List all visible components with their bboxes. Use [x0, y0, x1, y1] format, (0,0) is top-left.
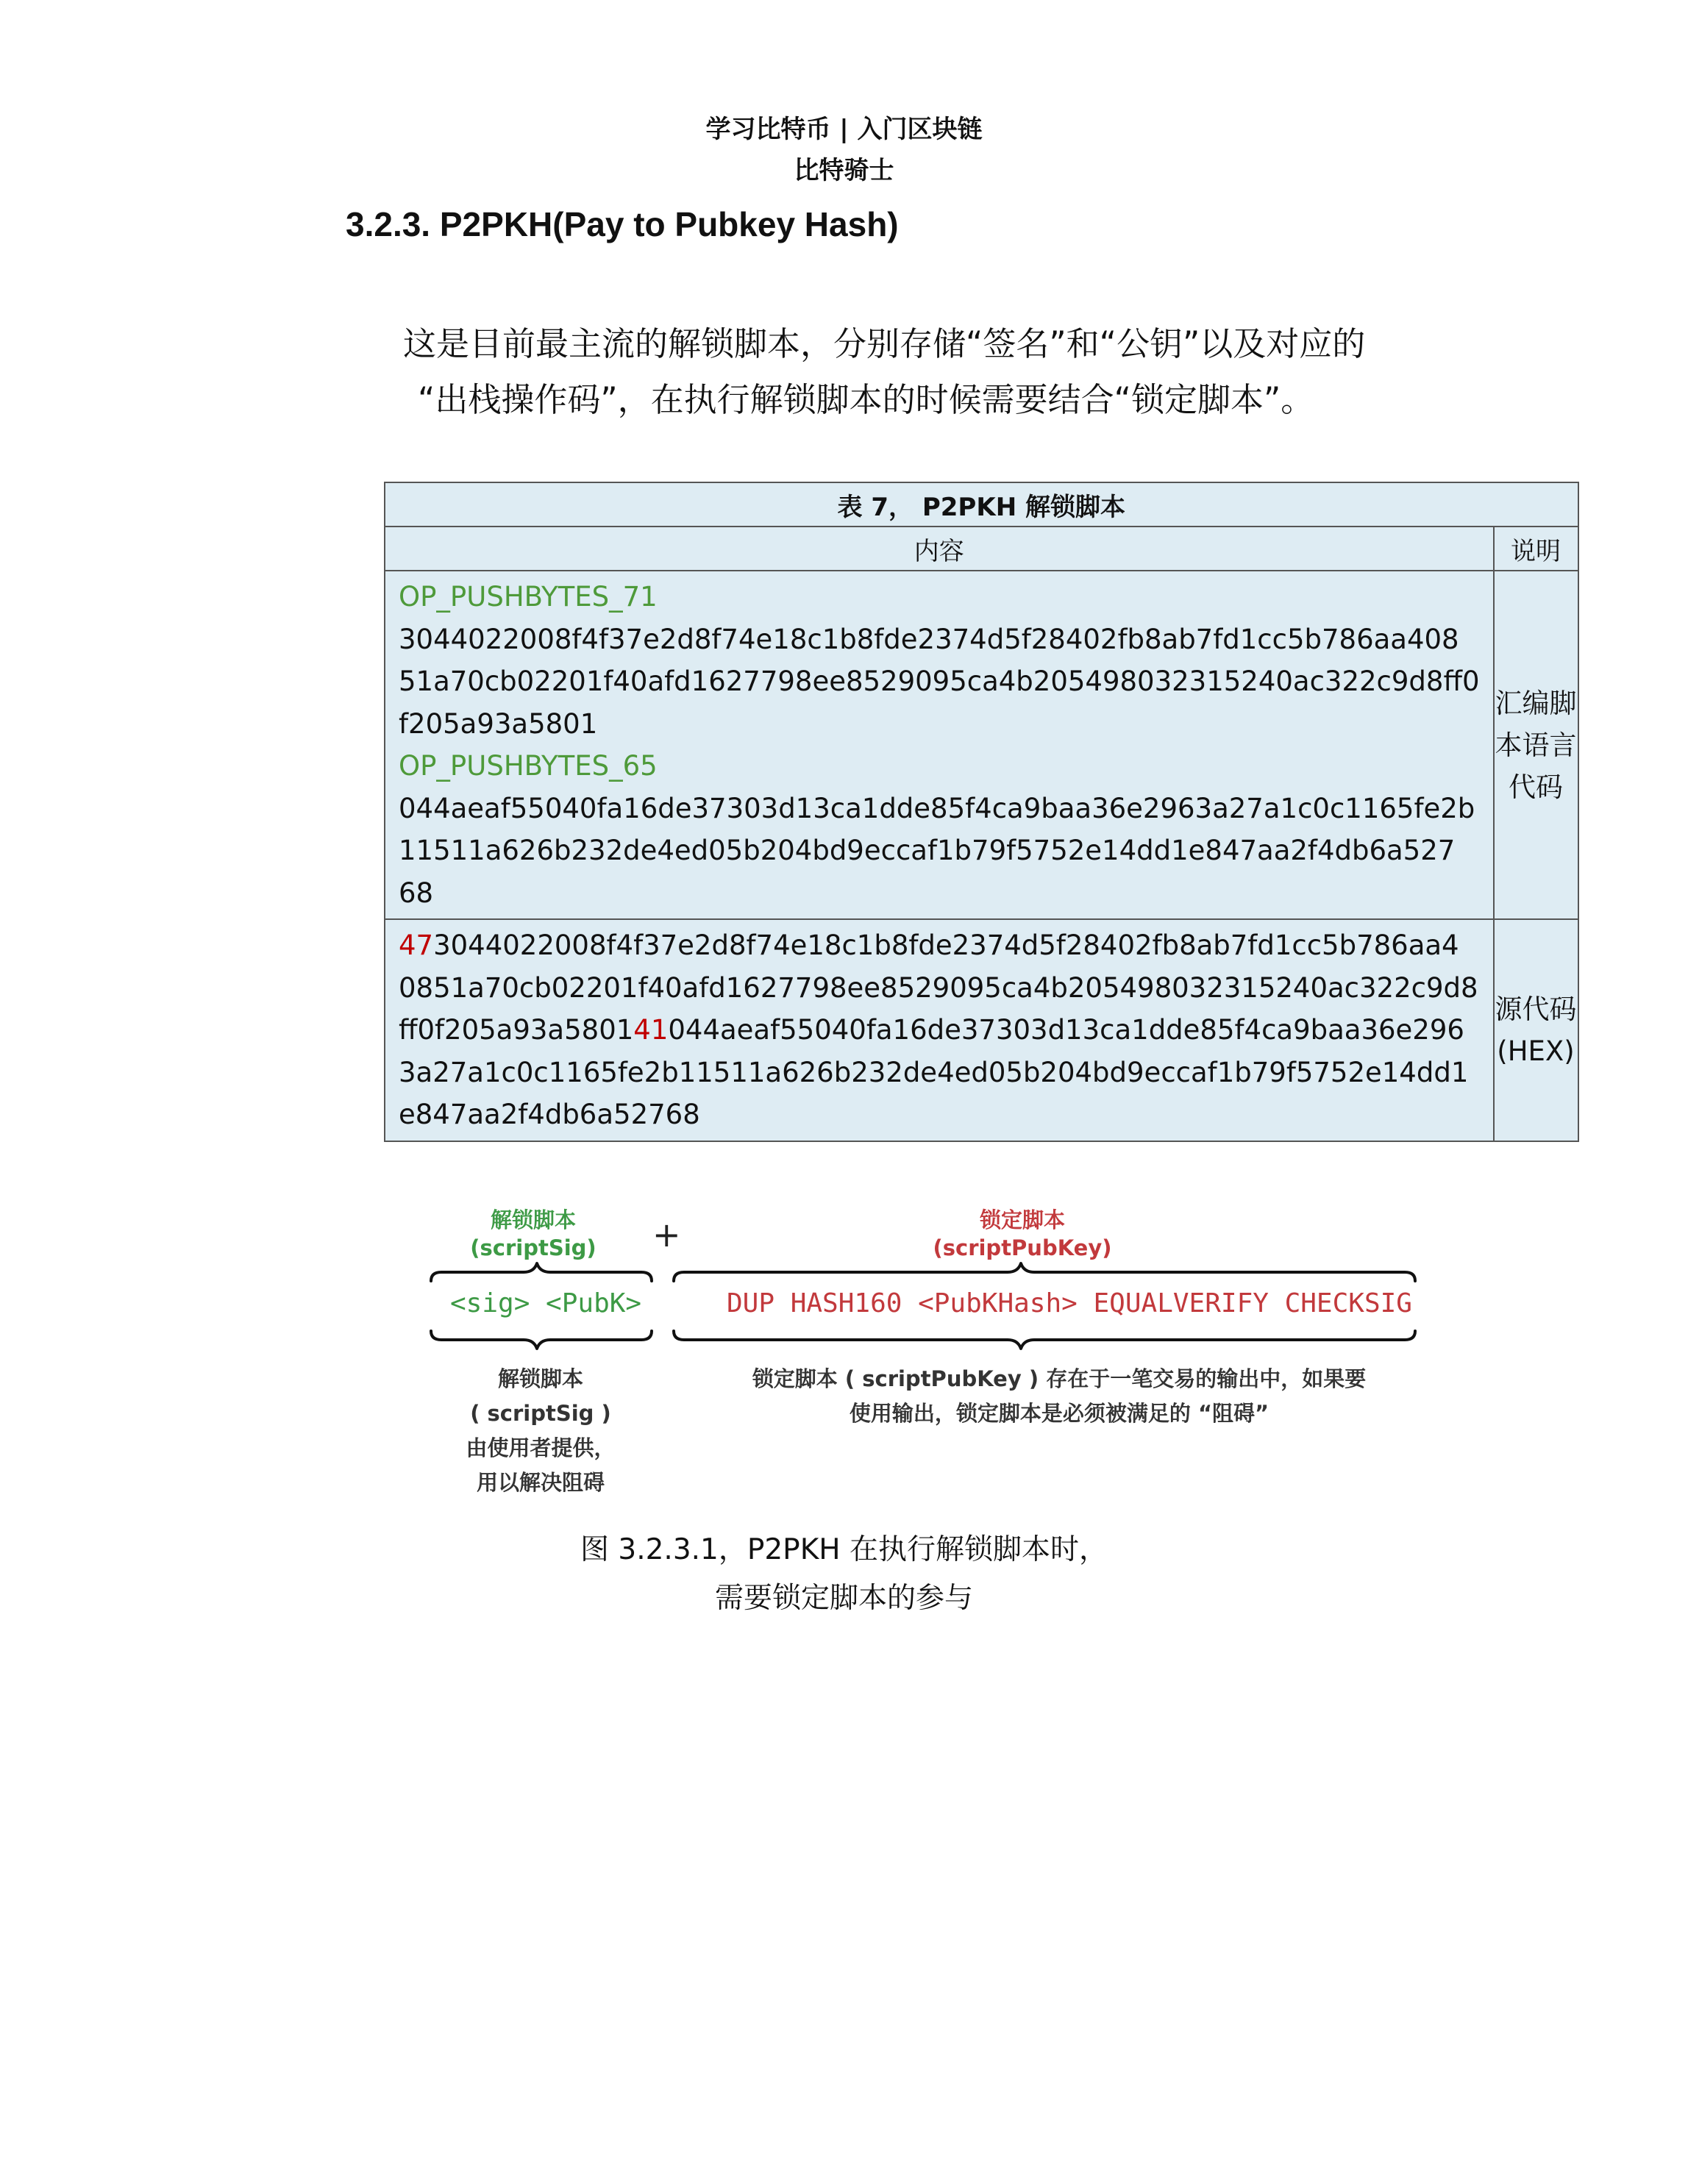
hex-text: ff0f205a93a5801 [399, 1014, 634, 1046]
pubkey-line: 044aeaf55040fa16de37303d13ca1dde85f4ca9baa36e2963a27a1c0c1165fe2b [399, 792, 1475, 824]
unlock-bottom-brace [431, 1331, 652, 1349]
unlock-top-brace [431, 1263, 652, 1281]
table-row-hex [385, 919, 1578, 1141]
sig-line: 51a70cb02201f40afd1627798ee8529095ca4b205498032315240ac322c9d8ff0 [399, 665, 1480, 697]
unlock-note-line: ( scriptSig ) [470, 1401, 611, 1426]
figure-caption [0, 1526, 1688, 1623]
length-prefix-41: 41 [633, 1014, 669, 1046]
intro-paragraph [403, 316, 1521, 428]
hex-line: 3a27a1c0c1165fe2b11511a626b232de4ed05b204bd9eccaf1b79f5752e14dd1 [399, 1056, 1469, 1088]
lock-note [691, 1362, 1427, 1431]
lock-top-brace [674, 1263, 1415, 1281]
unlock-code: <sig> <PubK> [450, 1288, 642, 1318]
lock-bottom-brace [674, 1331, 1415, 1349]
desc-line: 本语言 [1495, 729, 1577, 761]
intro-line-2: “出栈操作码”，在执行解锁脚本的时候需要结合“锁定脚本”。 [418, 380, 1314, 419]
pubkey-line: 11511a626b232de4ed05b204bd9eccaf1b79f5752e14dd1e847aa2f4db6a527 [399, 835, 1456, 866]
hex-text: 044aeaf55040fa16de37303d13ca1dde85f4ca9baa36e296 [668, 1014, 1464, 1046]
length-prefix-47: 47 [399, 929, 434, 961]
header-title: 学习比特币 | 入门区块链 [705, 115, 983, 144]
lock-title: 锁定脚本 [979, 1207, 1065, 1232]
figure-caption-line-2: 需要锁定脚本的参与 [714, 1582, 973, 1615]
assembly-cell [385, 571, 1494, 919]
lock-sub: (scriptPubKey) [933, 1235, 1112, 1260]
script-diagram [412, 1199, 1456, 1522]
lock-note-line: 使用输出，锁定脚本是必须被满足的 “阻碍” [849, 1401, 1269, 1426]
hex-line: 0851a70cb02201f40afd1627798ee8529095ca4b205498032315240ac322c9d8 [399, 971, 1478, 1004]
hex-line [399, 1009, 1480, 1052]
plus-sign: + [652, 1215, 681, 1255]
lock-note-line: 锁定脚本 ( scriptPubKey ) 存在于一笔交易的输出中，如果要 [752, 1366, 1367, 1391]
unlock-note-line: 由使用者提供， [466, 1435, 616, 1460]
section-title: 3.2.3. P2PKH(Pay to Pubkey Hash) [346, 205, 899, 243]
column-header-content: 内容 [385, 527, 1494, 571]
desc-line: 代码 [1509, 771, 1563, 803]
figure-caption-line-1: 图 3.2.3.1，P2PKH 在执行解锁脚本时， [580, 1533, 1108, 1566]
table-row-assembly [385, 571, 1578, 919]
header-subtitle: 比特骑士 [794, 156, 894, 185]
desc-line: (HEX) [1497, 1035, 1575, 1067]
hex-line: e847aa2f4db6a52768 [399, 1099, 700, 1130]
lock-code: DUP HASH160 <PubKHash> EQUALVERIFY CHECKSIG [727, 1288, 1412, 1318]
p2pkh-unlock-table [384, 482, 1579, 1142]
table-caption: 表 7， P2PKH 解锁脚本 [385, 482, 1578, 527]
unlock-note-line: 解锁脚本 [497, 1366, 583, 1391]
column-header-desc: 说明 [1494, 527, 1578, 571]
hex-desc-cell [1494, 919, 1578, 1141]
opcode-pushbytes-65: OP_PUSHBYTES_65 [399, 750, 658, 782]
unlock-sub: (scriptSig) [470, 1235, 597, 1260]
unlock-title: 解锁脚本 [490, 1207, 576, 1232]
hex-line [399, 924, 1480, 967]
desc-line: 汇编脚 [1495, 687, 1577, 719]
hex-cell [385, 919, 1494, 1141]
sig-line: f205a93a5801 [399, 707, 598, 740]
pubkey-line: 68 [399, 877, 434, 909]
sig-line: 3044022008f4f37e2d8f74e18c1b8fde2374d5f28402fb8ab7fd1cc5b786aa408 [399, 623, 1459, 655]
unlock-note [427, 1362, 655, 1500]
unlock-note-line: 用以解决阻碍 [476, 1470, 605, 1495]
opcode-pushbytes-71: OP_PUSHBYTES_71 [399, 581, 658, 613]
assembly-desc-cell [1494, 571, 1578, 919]
hex-text: 3044022008f4f37e2d8f74e18c1b8fde2374d5f28402fb8ab7fd1cc5b786aa4 [433, 929, 1459, 961]
intro-line-1: 这是目前最主流的解锁脚本，分别存储“签名”和“公钥”以及对应的 [403, 324, 1366, 363]
desc-line: 源代码 [1495, 993, 1577, 1025]
